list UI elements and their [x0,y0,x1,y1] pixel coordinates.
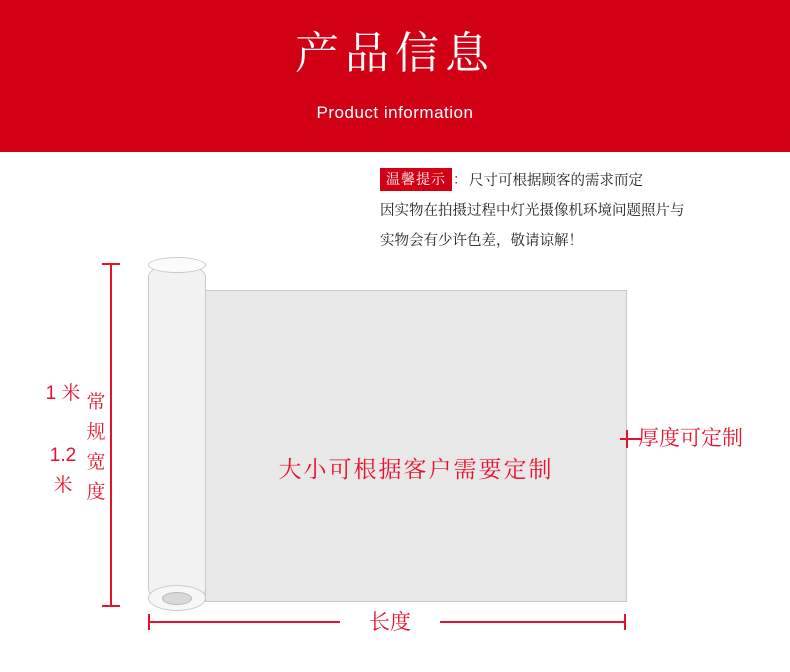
tip-badge-colon: ： [453,171,467,187]
height-label-vertical: 常规宽度 [86,392,106,503]
roll-core-hole [162,592,192,605]
roll-top-ellipse [148,257,206,273]
length-dimension-cap-right [624,614,626,630]
note-first-line [380,168,780,190]
note-line-2: 因实物在拍摄过程中灯光摄像机环境问题照片与 [380,203,685,219]
height-label-bottom: 1.2 米 [49,445,77,496]
height-dimension-cap-bottom [102,605,120,607]
header-banner [0,0,790,152]
height-dimension-line [110,263,112,607]
tip-badge: 温馨提示 [380,168,452,191]
thickness-marker-cap [626,430,628,448]
height-dimension-cap-top [102,263,120,265]
length-dimension-cap-left [148,614,150,630]
thickness-label: 厚度可定制 [638,427,743,450]
product-diagram [0,255,790,655]
length-label: 长度 [340,610,440,636]
sheet-label: 大小可根据客户需要定制 [278,456,554,482]
page-subtitle: Product information [316,103,474,122]
note-block [380,168,780,256]
roll-body [148,263,206,603]
page-title: 产品信息 [295,28,495,79]
note-line-3: 实物会有少许色差，敬请谅解！ [380,233,583,249]
sheet-surface [205,290,627,602]
height-label-top: 1 米 [45,383,81,404]
note-line-1: 尺寸可根据顾客的需求而定 [469,172,643,189]
